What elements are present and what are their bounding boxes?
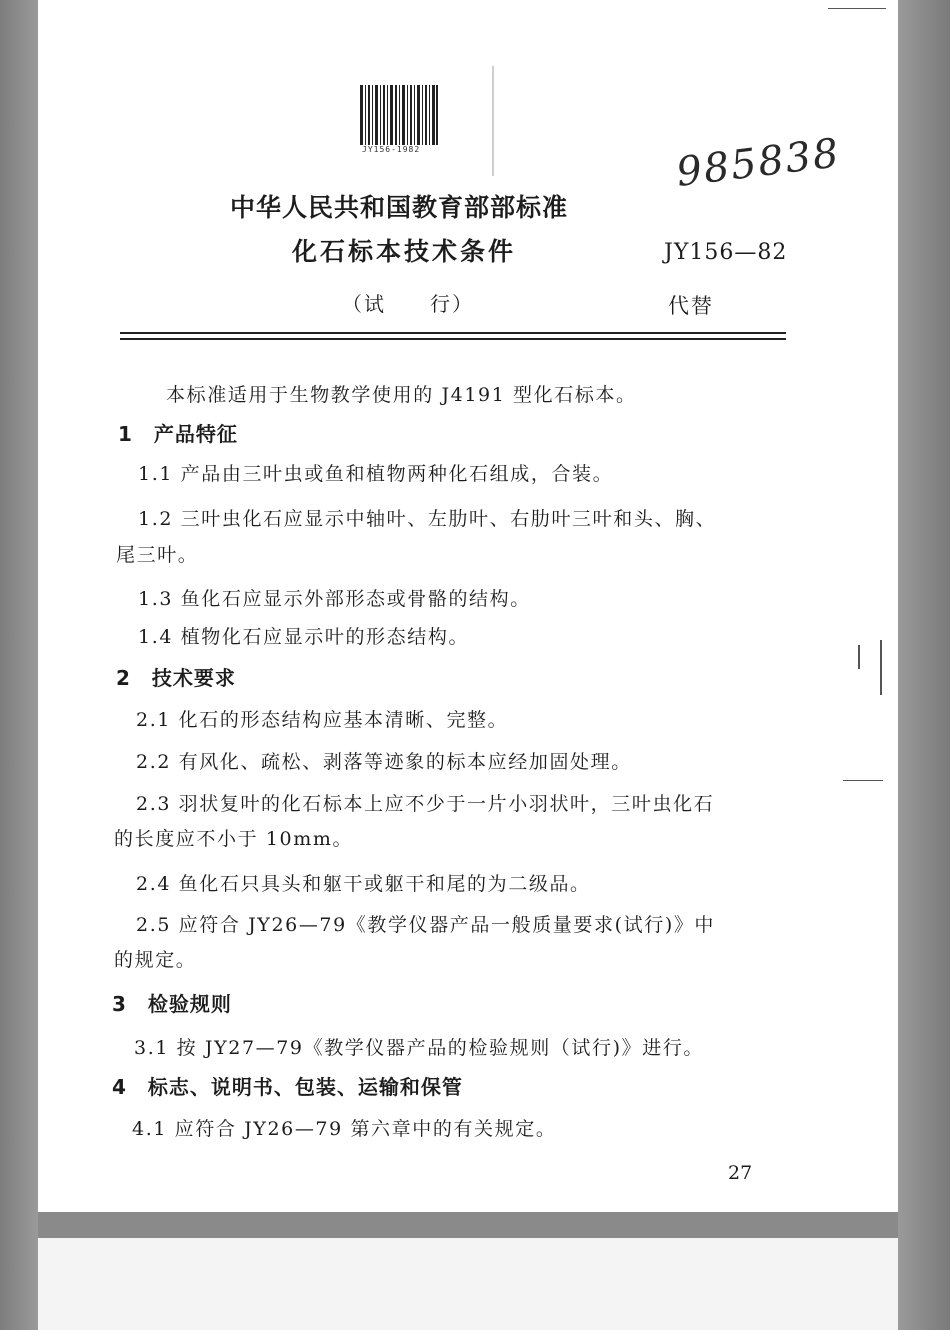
scan-right-edge — [898, 0, 950, 1330]
next-page-edge — [38, 1238, 898, 1330]
clause-1-1: 1.1 产品由三叶虫或鱼和植物两种化石组成，合装。 — [138, 463, 614, 485]
page-number: 27 — [728, 1162, 753, 1184]
document-page — [38, 0, 898, 1212]
clause-1-4: 1.4 植物化石应显示叶的形态结构。 — [138, 626, 470, 648]
handwritten-note: 985838 — [673, 130, 843, 196]
clause-2-3-cont: 的长度应不小于 10mm。 — [114, 828, 354, 850]
clause-2-2: 2.2 有风化、疏松、剥落等迹象的标本应经加固处理。 — [136, 751, 632, 773]
clause-2-1: 2.1 化石的形态结构应基本清晰、完整。 — [136, 709, 509, 731]
issuing-organization: 中华人民共和国教育部部标准 — [230, 193, 569, 222]
standard-code: JY156—82 — [664, 240, 788, 265]
clause-4-1: 4.1 应符合 JY26—79 第六章中的有关规定。 — [132, 1118, 557, 1140]
clause-3-1: 3.1 按 JY27—79《教学仪器产品的检验规则（试行)》进行。 — [134, 1037, 705, 1059]
clause-2-4: 2.4 鱼化石只具头和躯干或躯干和尾的为二级品。 — [136, 873, 591, 895]
scan-mark — [828, 8, 886, 9]
section-heading-2: 2 技术要求 — [116, 666, 236, 690]
scan-left-edge — [0, 0, 38, 1330]
document-title: 化石标本技术条件 — [292, 237, 517, 266]
clause-2-3: 2.3 羽状复叶的化石标本上应不少于一片小羽状叶，三叶虫化石 — [136, 793, 715, 815]
replaces-label: 代替 — [668, 294, 714, 318]
barcode-image — [360, 85, 438, 145]
scan-mark — [858, 645, 860, 669]
intro-paragraph: 本标准适用于生物教学使用的 J4191 型化石标本。 — [166, 384, 637, 406]
clause-1-2-cont: 尾三叶。 — [116, 544, 199, 566]
section-heading-3: 3 检验规则 — [112, 992, 232, 1016]
barcode-caption: JY156-1982 — [362, 145, 421, 154]
clause-2-5: 2.5 应符合 JY26—79《教学仪器产品一般质量要求(试行)》中 — [136, 914, 716, 936]
clause-1-3: 1.3 鱼化石应显示外部形态或骨骼的结构。 — [138, 588, 531, 610]
section-heading-1: 1 产品特征 — [118, 422, 238, 446]
scan-mark — [843, 780, 883, 781]
clause-2-5-cont: 的规定。 — [114, 949, 197, 971]
scan-fold-line — [492, 66, 494, 176]
section-heading-4: 4 标志、说明书、包装、运输和保管 — [112, 1075, 463, 1099]
scan-mark — [880, 640, 882, 695]
clause-1-2: 1.2 三叶虫化石应显示中轴叶、左肋叶、右肋叶三叶和头、胸、 — [138, 508, 717, 530]
header-rule-top — [120, 332, 786, 334]
header-rule-bottom — [120, 338, 786, 340]
trial-label: （试 行） — [342, 292, 474, 316]
